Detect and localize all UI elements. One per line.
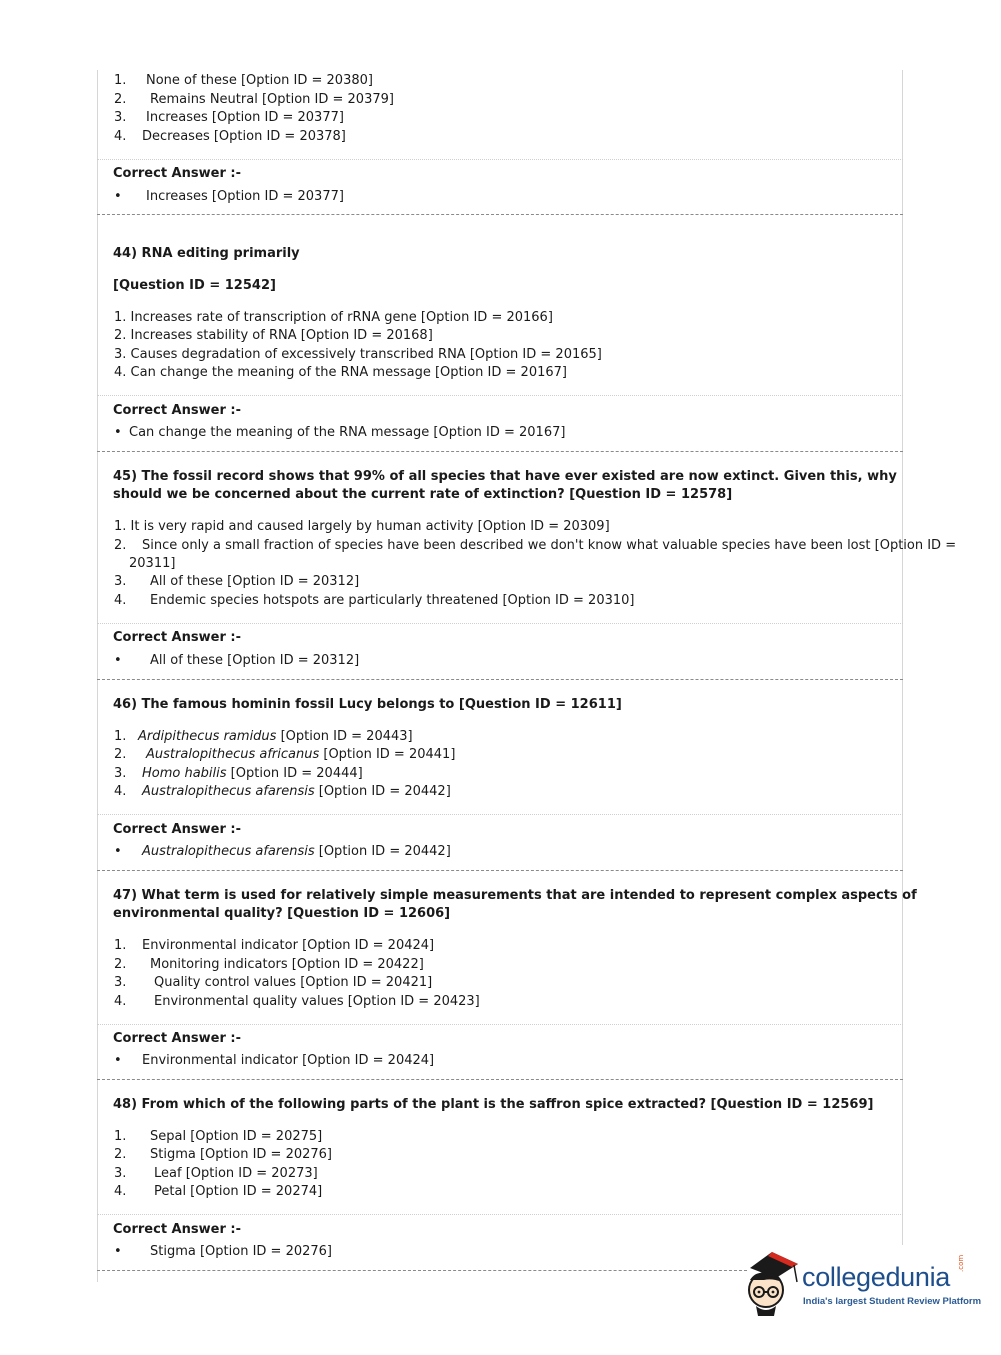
q48-answer-label: Correct Answer :-: [113, 1222, 241, 1237]
q45-option-3: All of these [Option ID = 20312]: [150, 574, 360, 589]
q45-option-1: 1. It is very rapid and caused largely by human activity [Option ID = 20309]: [114, 519, 610, 534]
bullet: •: [114, 1244, 122, 1259]
question-separator: [97, 870, 903, 871]
q44-option-3: 3. Causes degradation of excessively transcribed RNA [Option ID = 20165]: [114, 347, 602, 362]
q43-answer-label: Correct Answer :-: [113, 166, 241, 181]
q48-answer: Stigma [Option ID = 20276]: [150, 1244, 332, 1259]
q45-option-2: Since only a small fraction of species have been described we don't know what valuable species have been lost [Option ID =: [142, 538, 957, 553]
bullet: •: [114, 189, 122, 204]
q43-option-1: None of these [Option ID = 20380]: [146, 73, 373, 88]
q46-option-4: Australopithecus afarensis [Option ID = 20442]: [142, 784, 451, 799]
bullet: •: [114, 1053, 122, 1068]
q48-title: 48) From which of the following parts of the plant is the saffron spice extracted? [Question ID = 12569]: [113, 1097, 874, 1112]
q44-option-2: 2. Increases stability of RNA [Option ID = 20168]: [114, 328, 433, 343]
q46-option-3: Homo habilis [Option ID = 20444]: [142, 766, 363, 781]
q47-option-1: Environmental indicator [Option ID = 20424]: [142, 938, 435, 953]
q45-option-4: Endemic species hotspots are particularly threatened [Option ID = 20310]: [150, 593, 635, 608]
q43-option-3: Increases [Option ID = 20377]: [146, 110, 344, 125]
q45-option-2-cont: 20311]: [129, 556, 176, 571]
q46-title: 46) The famous hominin fossil Lucy belongs to [Question ID = 12611]: [113, 697, 622, 712]
q48-option-4: Petal [Option ID = 20274]: [154, 1184, 323, 1199]
q45-title-line1: 45) The fossil record shows that 99% of all species that have ever existed are now extinct. Given this, why: [113, 469, 897, 484]
q43-option-2: Remains Neutral [Option ID = 20379]: [150, 92, 394, 107]
logo-domain: .com: [957, 1254, 965, 1272]
q47-title-line2: environmental quality? [Question ID = 12606]: [113, 906, 451, 921]
q46-option-2: Australopithecus africanus [Option ID = 20441]: [146, 747, 456, 762]
bullet: •: [114, 844, 122, 859]
divider: [97, 814, 903, 815]
left-border: [97, 70, 98, 1282]
divider: [97, 1024, 903, 1025]
q43-option-4: Decreases [Option ID = 20378]: [142, 129, 346, 144]
q45-answer: All of these [Option ID = 20312]: [150, 653, 360, 668]
q47-option-2: Monitoring indicators [Option ID = 20422]: [150, 957, 424, 972]
q47-option-3: Quality control values [Option ID = 20421]: [154, 975, 433, 990]
bullet: •: [114, 653, 122, 668]
q45-answer-label: Correct Answer :-: [113, 630, 241, 645]
logo-name: collegedunia: [802, 1262, 951, 1292]
divider: [97, 395, 903, 396]
q46-answer: Australopithecus afarensis [Option ID = 20442]: [142, 844, 451, 859]
logo-tagline: India's largest Student Review Platform: [803, 1296, 982, 1307]
q48-option-3: Leaf [Option ID = 20273]: [154, 1166, 318, 1181]
q46-option-1: Ardipithecus ramidus [Option ID = 20443]: [138, 729, 413, 744]
q44-answer: Can change the meaning of the RNA message [Option ID = 20167]: [129, 425, 566, 440]
q44-answer-label: Correct Answer :-: [113, 403, 241, 418]
q44-question-id: [Question ID = 12542]: [113, 278, 276, 293]
divider: [97, 159, 903, 160]
divider: [97, 1214, 903, 1215]
q45-title-line2: should we be concerned about the current rate of extinction? [Question ID = 12578]: [113, 487, 733, 502]
q44-option-1: 1. Increases rate of transcription of rRNA gene [Option ID = 20166]: [114, 310, 553, 325]
question-separator: [97, 451, 903, 452]
q44-title: 44) RNA editing primarily: [113, 246, 300, 261]
question-separator: [97, 214, 903, 215]
q47-answer: Environmental indicator [Option ID = 20424]: [142, 1053, 435, 1068]
q44-option-4: 4. Can change the meaning of the RNA message [Option ID = 20167]: [114, 365, 567, 380]
question-separator: [97, 679, 903, 680]
q47-option-4: Environmental quality values [Option ID = 20423]: [154, 994, 480, 1009]
q46-answer-label: Correct Answer :-: [113, 822, 241, 837]
q48-option-1: Sepal [Option ID = 20275]: [150, 1129, 323, 1144]
q43-answer: Increases [Option ID = 20377]: [146, 189, 344, 204]
divider: [97, 623, 903, 624]
bullet: •: [114, 425, 122, 440]
q48-option-2: Stigma [Option ID = 20276]: [150, 1147, 332, 1162]
q47-answer-label: Correct Answer :-: [113, 1031, 241, 1046]
question-separator: [97, 1270, 747, 1271]
question-separator: [97, 1079, 903, 1080]
right-border: [902, 70, 903, 1245]
q47-title-line1: 47) What term is used for relatively simple measurements that are intended to represent complex aspects of: [113, 888, 917, 903]
